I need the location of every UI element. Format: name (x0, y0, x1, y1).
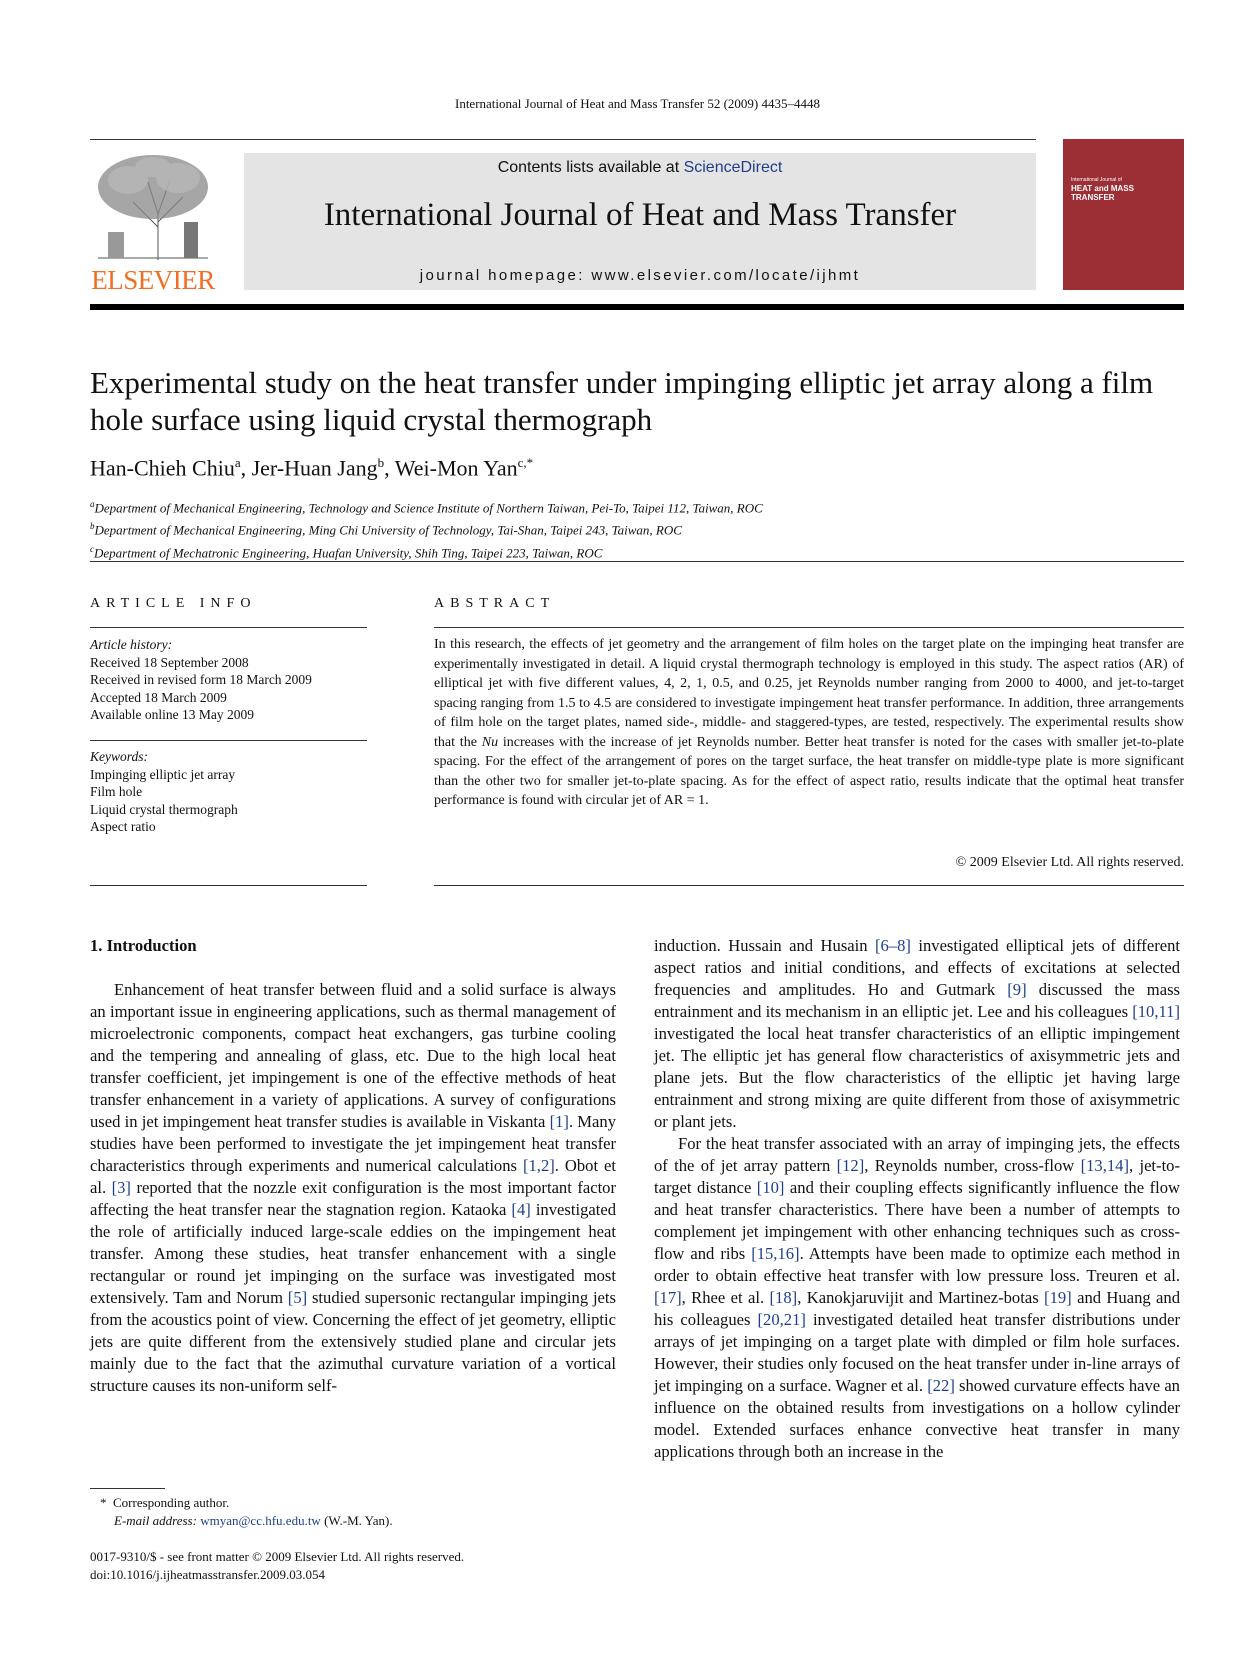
text-run: and their coupling effects significantly influence the flow and heat transfer characteristics. There have been a number of attempts to complement jet impingement with other enhancing techniques such as cross-flow and ribs (654, 1178, 1180, 1263)
text-run: reported that the nozzle exit configuration is the most important factor affecting the heat transfer near the stagnation region. Kataoka (90, 1178, 617, 1219)
text-run: , Kanokjaruvijit and Martinez-botas (797, 1288, 1045, 1307)
author-affil-marker: a (234, 455, 241, 470)
contents-line (244, 159, 1036, 177)
journal-name: International Journal of Heat and Mass Transfer (323, 197, 957, 233)
text-run: For the heat transfer associated with an array of impinging jets, the effects of the of jet array pattern (654, 1134, 1180, 1175)
body-paragraph (654, 935, 1180, 1133)
text-run: Enhancement of heat transfer between fluid and a solid surface is always an important issue in engineering applications, such as thermal management of microelectronic components, compact heat exchangers, gas turbine cooling and the tempering and annealing of glass, etc. Due to the high local heat transfer coefficient, jet impingement is one of the effective methods of heat transfer enhancement in a variety of applications. A survey of configurations used in jet impingement heat transfer studies is available in Viskanta (90, 980, 616, 1131)
top-rule (90, 139, 1036, 140)
citation-link[interactable]: [20,21] (757, 1310, 806, 1329)
text-run: induction. Hussain and Husain (654, 936, 875, 955)
affiliation (90, 495, 763, 517)
sciencedirect-link[interactable]: ScienceDirect (683, 159, 783, 176)
text-run: investigated the local heat transfer characteristics of an elliptic impingement jet. The elliptic jet has general flow characteristics of axisymmetric jets and plane jets. But the flow characteristics of the elliptic jet having large entrainment and strong mixing are quite different from those of axisymmetric or plant jets. (654, 1024, 1180, 1131)
history-received: Received 18 September 2008 (90, 654, 249, 670)
publisher-logo: ELSEVIER (91, 265, 215, 295)
citation-link[interactable]: [10,11] (1132, 1002, 1180, 1021)
keywords-label: Keywords: (90, 749, 148, 764)
text-run: investigated the role of artificially induced large-scale eddies on the impingement heat transfer. Among these studies, heat transfer enhancement with a single rectangular or round jet impinging on the surface was investigated most extensively. Tam and Norum (90, 1200, 616, 1307)
affiliation (90, 540, 763, 562)
info-rule-top (90, 627, 367, 628)
affiliation (90, 517, 763, 539)
citation-link[interactable]: [12] (836, 1156, 865, 1175)
author-affil-marker: b (377, 455, 385, 470)
issn-line: 0017-9310/$ - see front matter © 2009 Elsevier Ltd. All rights reserved. (90, 1549, 465, 1564)
text-run: . Obot et al. (90, 1156, 617, 1197)
abstract-rule-bottom (434, 885, 1184, 886)
contents-prefix: Contents lists available at (497, 159, 684, 176)
text-run: discussed the mass entrainment and its mechanism in an elliptic jet. Lee and his colleagues (654, 980, 1180, 1021)
article-history (90, 636, 370, 724)
text-run: showed curvature effects have an influence on the obtained results from investigations on a hollow cylinder model. Extended surfaces enhance convective heat transfer in many applications through both an increase in the (654, 1376, 1180, 1461)
keyword: Aspect ratio (90, 819, 156, 834)
citation-link[interactable]: [15,16] (751, 1244, 800, 1263)
body-paragraph (654, 1133, 1180, 1463)
citation-link[interactable]: [22] (927, 1376, 955, 1395)
body-right-column (654, 935, 1180, 1463)
header-thick-rule (90, 304, 1184, 310)
info-rule-bottom (90, 885, 367, 886)
email-link[interactable]: wmyan@cc.hfu.edu.tw (200, 1513, 321, 1528)
journal-homepage[interactable]: journal homepage: www.elsevier.com/locate/ijhmt (419, 267, 861, 284)
citation-link[interactable]: [5] (287, 1288, 308, 1307)
text-run: investigated elliptical jets of different aspect ratios and initial conditions, and effects of excitations at selected frequencies and amplitudes. Ho and Gutmark (654, 936, 1180, 999)
citation-link[interactable]: [1] (549, 1112, 569, 1131)
author-list: Han-Chieh Chiu$^a$, Jer-Huan Jang$^b$, Wei-Mon Yan$^{c,*}$ (90, 455, 534, 481)
keyword: Liquid crystal thermograph (90, 801, 238, 817)
front-matter (90, 1548, 464, 1584)
footnote-corresponding: Corresponding author. (113, 1495, 230, 1510)
history-accepted: Accepted 18 March 2009 (90, 689, 227, 705)
text-run: investigated detailed heat transfer distributions under arrays of jet impinging on a target plate with dimpled or film hole surfaces. However, their studies only focused on the heat transfer under in-line arrays of jet impinging on a surface. Wagner et al. (654, 1310, 1180, 1395)
elsevier-tree-logo-icon (88, 152, 218, 262)
abstract-part: In this research, the effects of jet geometry and the arrangement of film holes on the target plate on the impinging heat transfer are experimentally investigated in detail. A liquid crystal thermograph technology is employed in this study. The aspect ratios (AR) of elliptical jet with five different values, 4, 2, 1, 0.5, and 0.25, jet Reynolds number ranging from 2000 to 4000, and jet-to-target spacing ranging from 1.5 to 4.5 are considered to investigate impingement heat transfer performance. In addition, three arrangements of film hole on the target plates, named side-, middle- and staggered-types, are tested, respectively. The experimental results show that the (434, 637, 1184, 750)
cover-title-line-2: HEAT and MASS (1071, 184, 1134, 193)
author-name: Wei-Mon Yan (394, 455, 518, 481)
info-rule-mid (90, 740, 367, 741)
abstract-part: increases with the increase of jet Reynolds number. Better heat transfer is noted for the cases with smaller jet-to-plate spacing. For the effect of the arrangement of pores on the target surface, the heat transfer on middle-type plate is more significant than the other two for smaller jet-to-plate spacing. As for the effect of aspect ratio, results indicate that the optimal heat transfer performance is found with circular jet of AR = 1. (434, 734, 1184, 808)
affiliations (90, 495, 763, 562)
affil-text: Department of Mechanical Engineering, Ming Chi University of Technology, Tai-Shan, Taipei 243, Taiwan, ROC (94, 522, 682, 538)
citation-link[interactable]: [1,2] (522, 1156, 555, 1175)
text-run: and Huang and his colleagues (654, 1288, 1181, 1329)
text-run: , Rhee et al. (681, 1288, 770, 1307)
text-run: . Attempts have been made to optimize each method in order to obtain effective heat transfer with low pressure loss. Treuren et al. (654, 1244, 1180, 1285)
affil-text: Department of Mechanical Engineering, Technology and Science Institute of Northern Taiwan, Pei-To, Taipei 112, Taiwan, ROC (94, 500, 763, 516)
footnote-rule (90, 1488, 165, 1489)
affil-marker: a (90, 499, 95, 509)
abstract-italic: Nu (481, 734, 499, 750)
footnote-star: * (100, 1495, 107, 1510)
abstract-text (434, 635, 1184, 811)
cover-title (1071, 177, 1134, 202)
abstract-heading: ABSTRACT (434, 596, 556, 611)
affil-marker: c (90, 543, 94, 554)
citation-link[interactable]: [4] (511, 1200, 531, 1219)
article-title: Experimental study on the heat transfer under impinging elliptic jet array along a film hole surface using liquid crystal thermograph (90, 365, 1154, 437)
author-name: Jer-Huan Jang (251, 455, 378, 481)
doi-line: doi:10.1016/j.ijheatmasstransfer.2009.03.054 (90, 1567, 326, 1582)
abstract-rule-top (434, 627, 1184, 628)
running-head: International Journal of Heat and Mass Transfer 52 (2009) 4435–4448 (454, 96, 820, 111)
journal-cover (1063, 139, 1184, 290)
article-info-heading: ARTICLE INFO (90, 596, 257, 611)
affiliation-rule (90, 561, 1184, 562)
keyword: Impinging elliptic jet array (90, 766, 236, 782)
text-run: , jet-to-target distance (654, 1156, 1180, 1197)
citation-link[interactable]: [6–8] (874, 936, 911, 955)
text-run: . Many studies have been performed to investigate the jet impingement heat transfer characteristics through experiments and numerical calculations (90, 1112, 616, 1175)
body-paragraph (90, 979, 616, 1397)
email-label: E-mail address: (114, 1513, 201, 1528)
cover-title-line-1: International Journal of (1071, 177, 1122, 183)
author-affil-marker[interactable]: c,* (517, 455, 534, 470)
citation-link[interactable]: [19] (1044, 1288, 1072, 1307)
keyword: Film hole (90, 784, 143, 799)
history-online: Available online 13 May 2009 (90, 707, 254, 722)
footnote (100, 1494, 393, 1530)
journal-banner (244, 153, 1036, 290)
body-left-column (90, 935, 616, 1397)
affil-marker: b (90, 521, 95, 532)
citation-link[interactable]: [17] (654, 1288, 682, 1307)
keywords (90, 748, 370, 836)
citation-link[interactable]: [3] (111, 1178, 131, 1197)
history-label: Article history: (90, 637, 173, 652)
abstract-copyright: © 2009 Elsevier Ltd. All rights reserved. (955, 855, 1184, 870)
citation-link[interactable]: [18] (769, 1288, 798, 1307)
citation-link[interactable]: [10] (756, 1178, 785, 1197)
citation-link[interactable]: [9] (1007, 980, 1027, 999)
citation-link[interactable]: [13,14] (1080, 1156, 1129, 1175)
section-heading-introduction: 1. Introduction (90, 936, 197, 955)
email-suffix: (W.-M. Yan). (320, 1513, 393, 1528)
cover-title-line-3: TRANSFER (1071, 193, 1115, 202)
history-revised: Received in revised form 18 March 2009 (90, 672, 312, 687)
text-run: studied supersonic rectangular impinging jets from the acoustics point of view. Concerning the effect of jet geometry, elliptic jets are quite different from the extensively studied plane and circular jets mainly due to the fact that the azimuthal curvature variation of a vortical structure causes its non-uniform self- (90, 1288, 616, 1395)
affil-text: Department of Mechatronic Engineering, Huafan University, Shih Ting, Taipei 223, Taiwan, ROC (94, 544, 603, 560)
author-name: Han-Chieh Chiu (90, 455, 235, 481)
text-run: , Reynolds number, cross-flow (864, 1156, 1081, 1175)
